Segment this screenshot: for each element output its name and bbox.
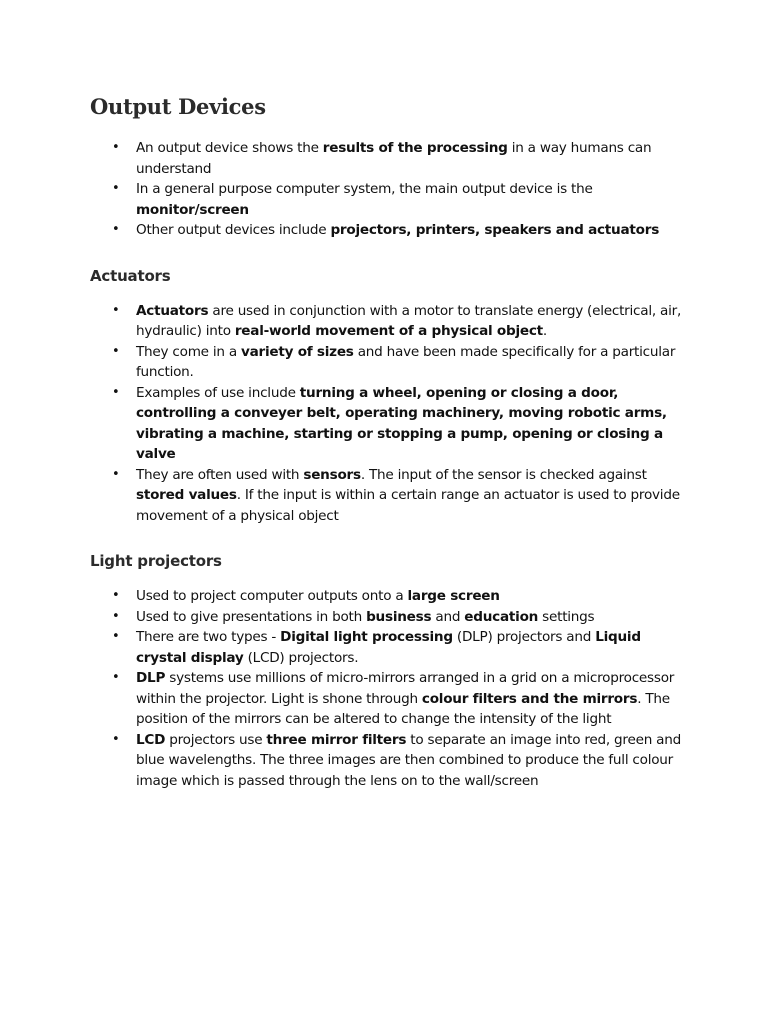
- list-item: [90, 301, 690, 342]
- bold-text: monitor/screen: [136, 201, 249, 218]
- text-segment: (DLP) projectors and: [452, 629, 596, 645]
- text-segment: In a general purpose computer system, the main output device is the: [136, 181, 593, 197]
- text-segment: .: [542, 323, 547, 339]
- bold-text: Liquid crystal display: [136, 629, 641, 666]
- light-projectors-list: [90, 586, 690, 791]
- list-item: [90, 383, 690, 465]
- output-devices-list: [90, 138, 690, 241]
- bold-text: three mirror filters: [266, 731, 407, 748]
- bold-text: sensors: [303, 466, 361, 483]
- text-segment: systems use millions of micro-mirrors arranged in a grid on a microprocessor within the projector. Light is shone through: [136, 670, 675, 707]
- bold-text: Digital light processing: [280, 629, 453, 645]
- text-segment: and: [431, 608, 465, 625]
- bold-text: turning a wheel, opening or closing a door, controlling a conveyer belt, operating machinery, moving robotic arms, vibrating a machine, starting or stopping a pump, opening or closing a valve: [136, 384, 667, 462]
- page-title: Output Devices: [90, 94, 266, 119]
- bold-text: results of the processing: [322, 140, 508, 156]
- bold-text: Actuators: [136, 302, 209, 319]
- bold-text: large screen: [407, 588, 500, 604]
- text-segment: are used in conjunction with a motor to translate energy (electrical, air, hydraulic) into: [136, 302, 682, 339]
- document-page: [90, 92, 690, 815]
- bold-text: variety of sizes: [240, 343, 354, 360]
- list-item: [90, 586, 690, 607]
- bold-text: business: [366, 608, 432, 625]
- text-segment: . The input of the sensor is checked against: [360, 466, 647, 483]
- text-segment: Used to give presentations in both: [136, 608, 367, 625]
- list-item: [90, 465, 690, 527]
- text-segment: Other output devices include: [136, 222, 331, 238]
- text-segment: They are often used with: [136, 466, 304, 483]
- bold-text: LCD: [136, 731, 166, 748]
- bold-text: DLP: [136, 670, 166, 686]
- list-item: [90, 730, 690, 792]
- text-segment: in a way humans can understand: [136, 140, 652, 177]
- text-segment: and have been made specifically for a particular function.: [136, 343, 676, 380]
- text-segment: (LCD) projectors.: [243, 649, 359, 666]
- list-item: [90, 179, 690, 220]
- text-segment: Used to project computer outputs onto a: [136, 588, 408, 604]
- bold-text: stored values: [136, 487, 237, 503]
- text-segment: settings: [538, 608, 595, 625]
- text-segment: . If the input is within a certain range an actuator is used to provide movement of a physical object: [136, 487, 680, 524]
- bold-text: colour filters and the mirrors: [421, 690, 638, 707]
- text-segment: . The position of the mirrors can be altered to change the intensity of the light: [136, 690, 670, 727]
- list-item: [90, 342, 690, 383]
- text-segment: projectors use: [165, 731, 267, 748]
- bold-text: projectors, printers, speakers and actuators: [330, 222, 660, 238]
- text-segment: They come in a: [136, 343, 241, 360]
- list-item: [90, 607, 690, 628]
- light-projectors-heading: Light projectors: [90, 552, 222, 570]
- actuators-list: [90, 301, 690, 527]
- list-item: [90, 668, 690, 730]
- text-segment: An output device shows the: [136, 140, 323, 156]
- text-segment: There are two types -: [136, 629, 281, 645]
- text-segment: to separate an image into red, green and blue wavelengths. The three images are then combined to produce the full colour image which is passed through the lens on to the wall/screen: [136, 731, 681, 789]
- text-segment: Examples of use include: [136, 384, 300, 401]
- bold-text: education: [464, 608, 539, 625]
- list-item: [90, 138, 690, 179]
- list-item: [90, 220, 690, 241]
- bold-text: real-world movement of a physical object: [234, 323, 543, 339]
- list-item: [90, 627, 690, 668]
- actuators-heading: Actuators: [90, 266, 171, 285]
